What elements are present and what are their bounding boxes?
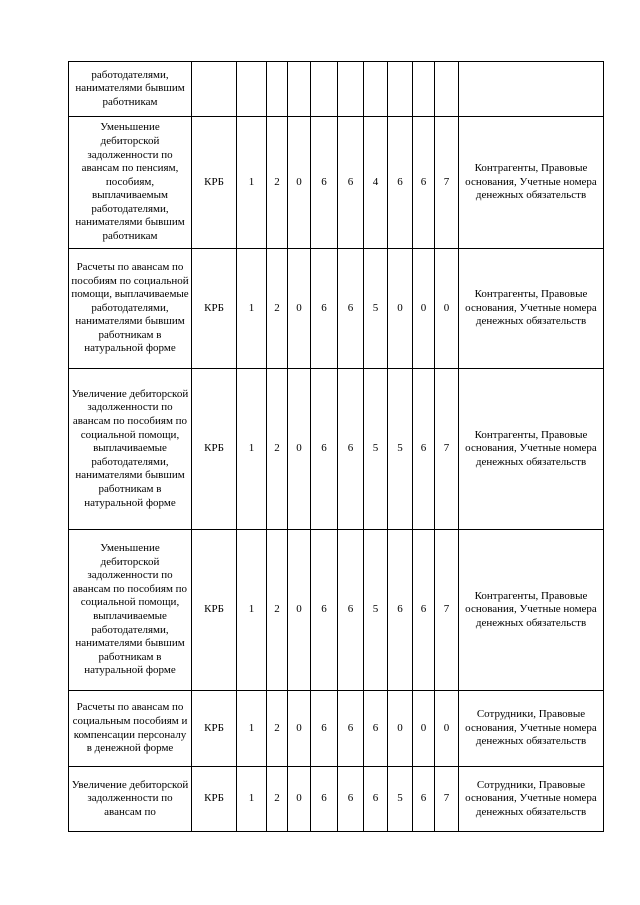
account-digit-cell: 2 [267, 691, 288, 767]
account-digit-cell: 6 [338, 369, 364, 530]
account-name-cell: Уменьшение дебиторской задолженности по авансам по пособиям по социальной помощи, выплачиваемые работодателями, нанимателями бывшим работникам в натуральной форме [69, 530, 192, 691]
analytics-cell: Сотрудники, Правовые основания, Учетные номера денежных обязательств [459, 767, 604, 832]
account-digit-cell: 6 [338, 530, 364, 691]
budget-code-cell: КРБ [192, 530, 237, 691]
account-name-cell: работодателями, нанимателями бывшим работникам [69, 62, 192, 117]
account-digit-cell: 5 [364, 369, 388, 530]
account-name-cell: Расчеты по авансам по пособиям по социальной помощи, выплачиваемые работодателями, нанимателями бывшим работникам в натуральной форме [69, 249, 192, 369]
account-digit-cell: 0 [288, 249, 311, 369]
account-digit-cell: 6 [413, 117, 435, 249]
table-row [69, 249, 604, 369]
account-digit-cell: 6 [311, 530, 338, 691]
account-digit-cell: 0 [388, 249, 413, 369]
account-name-cell: Уменьшение дебиторской задолженности по авансам по пенсиям, пособиям, выплачиваемым работодателями, нанимателями бывшим работникам [69, 117, 192, 249]
account-digit-cell: 6 [413, 530, 435, 691]
account-digit-cell [435, 62, 459, 117]
account-digit-cell: 6 [311, 767, 338, 832]
account-digit-cell: 5 [388, 369, 413, 530]
account-digit-cell: 0 [288, 369, 311, 530]
account-digit-cell: 0 [435, 691, 459, 767]
account-digit-cell: 5 [364, 249, 388, 369]
account-digit-cell: 0 [435, 249, 459, 369]
account-digit-cell: 6 [311, 117, 338, 249]
account-digit-cell: 4 [364, 117, 388, 249]
account-digit-cell: 5 [388, 767, 413, 832]
analytics-cell: Сотрудники, Правовые основания, Учетные номера денежных обязательств [459, 691, 604, 767]
account-digit-cell: 6 [311, 369, 338, 530]
account-digit-cell: 0 [413, 249, 435, 369]
account-digit-cell: 1 [237, 369, 267, 530]
account-name-cell: Увеличение дебиторской задолженности по авансам по пособиям по социальной помощи, выплачиваемые работодателями, нанимателями бывшим работникам в натуральной форме [69, 369, 192, 530]
account-digit-cell: 5 [364, 530, 388, 691]
account-digit-cell: 6 [311, 249, 338, 369]
analytics-cell [459, 62, 604, 117]
budget-code-cell [192, 62, 237, 117]
account-digit-cell [364, 62, 388, 117]
budget-code-cell: КРБ [192, 117, 237, 249]
budget-code-cell: КРБ [192, 249, 237, 369]
account-digit-cell: 0 [288, 530, 311, 691]
table-row [69, 62, 604, 117]
account-digit-cell: 2 [267, 117, 288, 249]
account-digit-cell [267, 62, 288, 117]
account-digit-cell: 6 [338, 117, 364, 249]
account-digit-cell: 6 [364, 767, 388, 832]
account-digit-cell: 1 [237, 249, 267, 369]
account-digit-cell: 6 [338, 767, 364, 832]
table-row [69, 117, 604, 249]
account-digit-cell: 6 [388, 530, 413, 691]
account-digit-cell: 6 [388, 117, 413, 249]
account-digit-cell: 0 [288, 767, 311, 832]
account-digit-cell: 7 [435, 369, 459, 530]
budget-code-cell: КРБ [192, 369, 237, 530]
account-digit-cell: 7 [435, 767, 459, 832]
account-digit-cell [288, 62, 311, 117]
account-digit-cell: 7 [435, 530, 459, 691]
accounts-table-body [69, 62, 604, 832]
account-digit-cell [338, 62, 364, 117]
budget-code-cell: КРБ [192, 691, 237, 767]
account-digit-cell [413, 62, 435, 117]
account-digit-cell: 1 [237, 691, 267, 767]
account-name-cell: Увеличение дебиторской задолженности по авансам по [69, 767, 192, 832]
table-row [69, 369, 604, 530]
account-digit-cell [388, 62, 413, 117]
table-row [69, 530, 604, 691]
account-digit-cell: 0 [288, 691, 311, 767]
account-digit-cell: 6 [413, 369, 435, 530]
table-row [69, 767, 604, 832]
analytics-cell: Контрагенты, Правовые основания, Учетные номера денежных обязательств [459, 369, 604, 530]
account-digit-cell: 6 [311, 691, 338, 767]
account-digit-cell: 2 [267, 530, 288, 691]
analytics-cell: Контрагенты, Правовые основания, Учетные номера денежных обязательств [459, 530, 604, 691]
account-digit-cell: 2 [267, 767, 288, 832]
budget-code-cell: КРБ [192, 767, 237, 832]
account-digit-cell: 7 [435, 117, 459, 249]
account-digit-cell: 6 [413, 767, 435, 832]
account-digit-cell: 0 [413, 691, 435, 767]
analytics-cell: Контрагенты, Правовые основания, Учетные номера денежных обязательств [459, 117, 604, 249]
account-digit-cell: 0 [388, 691, 413, 767]
account-digit-cell [311, 62, 338, 117]
account-digit-cell [237, 62, 267, 117]
account-digit-cell: 2 [267, 249, 288, 369]
account-digit-cell: 1 [237, 530, 267, 691]
account-digit-cell: 1 [237, 117, 267, 249]
account-digit-cell: 6 [338, 249, 364, 369]
analytics-cell: Контрагенты, Правовые основания, Учетные номера денежных обязательств [459, 249, 604, 369]
account-digit-cell: 6 [338, 691, 364, 767]
table-row [69, 691, 604, 767]
account-digit-cell: 1 [237, 767, 267, 832]
account-digit-cell: 0 [288, 117, 311, 249]
account-digit-cell: 2 [267, 369, 288, 530]
accounts-table [68, 61, 604, 832]
account-name-cell: Расчеты по авансам по социальным пособиям и компенсации персоналу в денежной форме [69, 691, 192, 767]
account-digit-cell: 6 [364, 691, 388, 767]
